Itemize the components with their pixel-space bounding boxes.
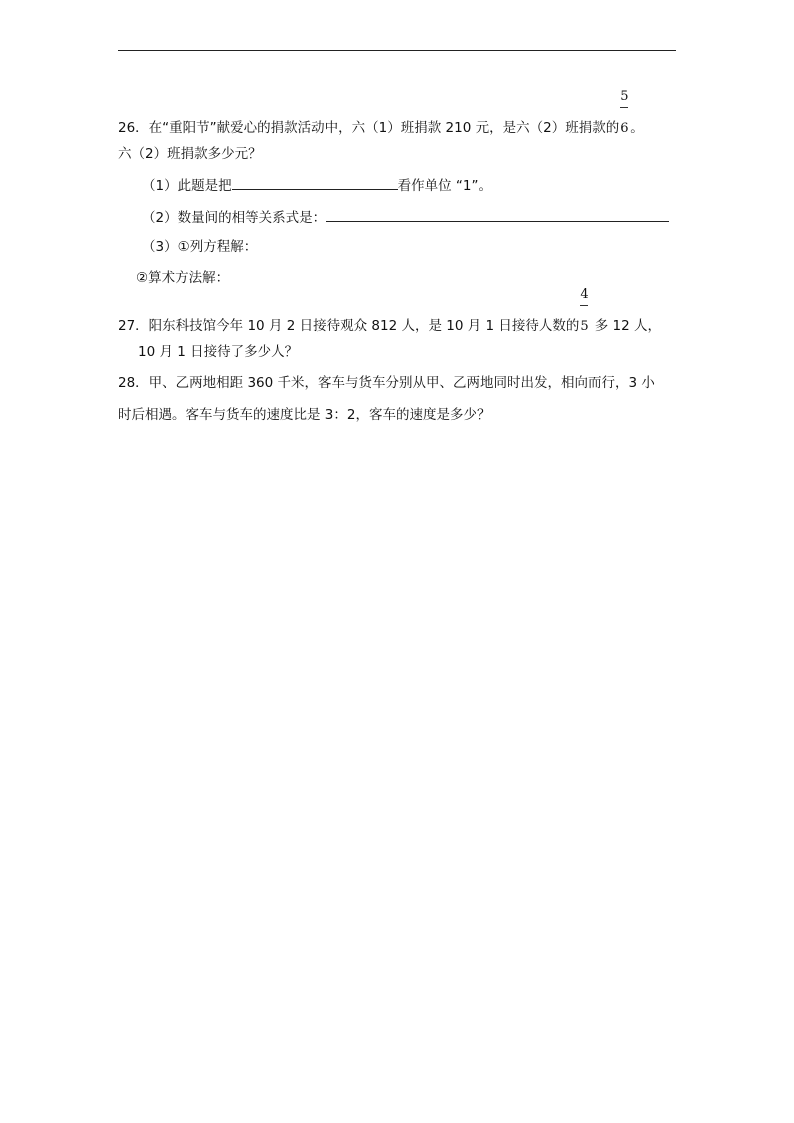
q26-sub2 (142, 207, 669, 227)
q26-text-end: 。 (630, 120, 644, 136)
q26-sub2-label: （2）数量间的相等关系式是： (142, 210, 327, 226)
q26-text: 26．在“重阳节”献爱心的捐款活动中，六（1）班捐款 210 元，是六（2）班捐款的 (118, 120, 620, 136)
q27-text: 27．阳东科技馆今年 10 月 2 日接待观众 812 人，是 10 月 1 日接待人数的 (118, 318, 580, 334)
q28-line1: 28．甲、乙两地相距 360 千米，客车与货车分别从甲、乙两地同时出发，相向而行，3 小 (118, 375, 655, 391)
q26-line1 (118, 89, 644, 138)
equation-answer-blank[interactable] (326, 207, 669, 222)
q27-fraction-numerator: 4 (580, 287, 589, 302)
q27-fraction (580, 287, 589, 337)
q27-line2: 10 月 1 日接待了多少人？ (138, 344, 299, 360)
q26-line2: 六（2）班捐款多少元？ (118, 146, 262, 162)
q26-sub4: ②算术方法解： (136, 270, 230, 286)
q26-fraction-denominator: 6 (620, 121, 629, 136)
q26-sub1-tail: 看作单位 “1”。 (397, 178, 492, 194)
header-rule (118, 50, 676, 51)
q27-fraction-bar (580, 305, 588, 306)
q26-fraction-numerator: 5 (620, 89, 629, 104)
q26-fraction-bar (620, 107, 628, 108)
q26-sub1-label: （1）此题是把 (142, 178, 232, 194)
q26-fraction (620, 89, 629, 139)
q27-fraction-denominator: 5 (580, 319, 589, 334)
q26-sub3: （3）①列方程解： (142, 239, 258, 255)
q27-line1 (118, 287, 661, 336)
q26-sub1 (142, 175, 492, 195)
q27-text-end: 多 12 人， (590, 318, 661, 334)
q28-line2: 时后相遇。客车与货车的速度比是 3：2，客车的速度是多少？ (118, 407, 491, 423)
unit-one-answer-blank[interactable] (232, 175, 398, 190)
